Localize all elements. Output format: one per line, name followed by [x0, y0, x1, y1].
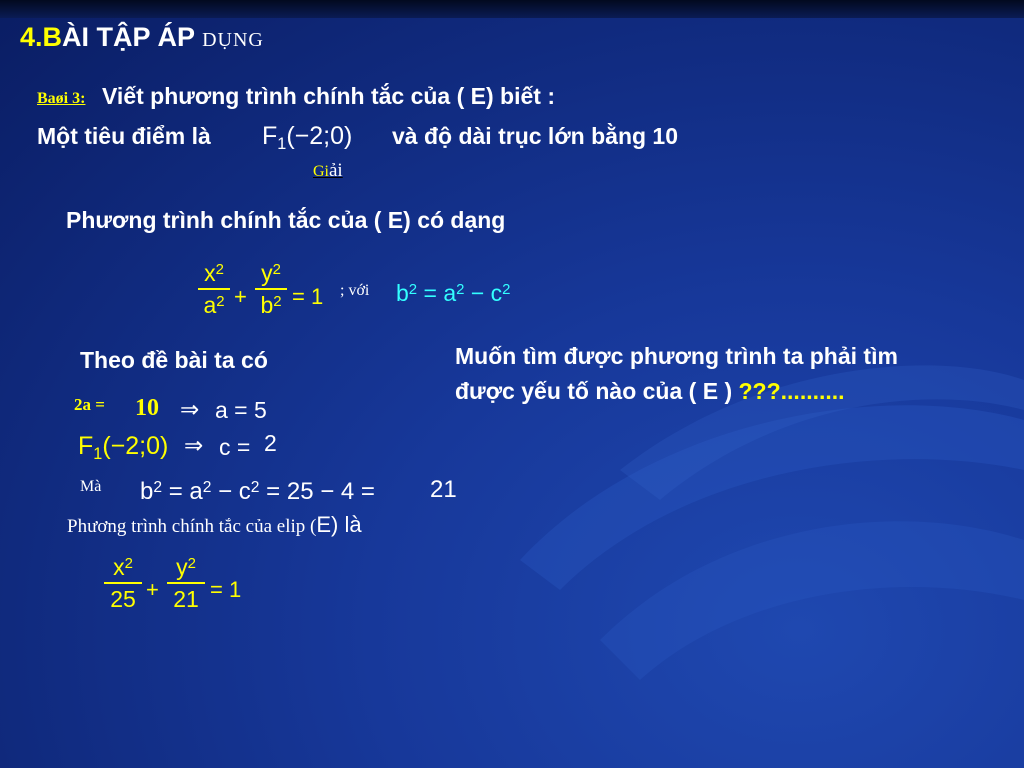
- focus-letter: F: [262, 122, 278, 150]
- step1-value: 10: [135, 395, 159, 421]
- final-plus: +: [146, 577, 159, 602]
- question-marks: ???..........: [738, 378, 845, 404]
- conclusion-text: Phương trình chính tắc của elip (E) là: [67, 512, 362, 537]
- step2-implies: ⇒: [184, 432, 204, 458]
- focus-sub: 1: [277, 134, 287, 153]
- step2-focus: $F_1(-2;0)$: [78, 432, 169, 463]
- step1-implies: ⇒: [180, 396, 200, 422]
- problem-line2: Một tiêu điểm là: [37, 123, 211, 149]
- title-prefix: 4.: [20, 22, 43, 52]
- final-fraction-x: $x^2$ 25: [104, 556, 142, 611]
- with-text: ; với: [340, 282, 370, 299]
- final-fraction-y: $y^2$ 21: [167, 556, 205, 611]
- equals-one: = 1: [292, 284, 324, 309]
- step2-result: c =: [219, 434, 251, 460]
- question-line1: Muốn tìm được phương trình ta phải tìm: [455, 343, 898, 369]
- problem-label: Baøi 3:: [37, 90, 86, 107]
- step1-label: 2a =: [74, 395, 105, 414]
- theo-de-text: Theo đề bài ta có: [80, 347, 268, 373]
- standard-form-text: Phương trình chính tắc của ( E) có dạng: [66, 207, 506, 233]
- solution-label: Giải: [313, 160, 343, 181]
- question-line2: được yếu tố nào của ( E ) ???..........: [455, 378, 845, 404]
- title-small-caps: DỤNG: [202, 29, 264, 51]
- step3-value: 21: [430, 476, 457, 503]
- final-equals-one: = 1: [210, 577, 242, 602]
- problem-line2-rest: và độ dài trục lớn bằng 10: [392, 123, 679, 149]
- title-rest: ÀI TẬP ÁP: [62, 22, 203, 52]
- fraction-y-over-b: $y^2$ $b^2$: [255, 262, 287, 317]
- plus-sign: +: [234, 284, 247, 309]
- focus-expression: [262, 122, 352, 151]
- ellipse-relation: $b^2 = a^2 - c^2$: [396, 280, 511, 306]
- step3-label: Mà: [80, 478, 102, 495]
- focus-coords: (−2;0): [286, 122, 353, 150]
- fraction-x-over-a: $x^2$ $a^2$: [198, 262, 230, 317]
- slide-title: [20, 22, 264, 53]
- step3-expression: $b^2 = a^2 - c^2 = 25 - 4$ =: [140, 478, 375, 505]
- step1-result: a = 5: [215, 397, 267, 423]
- title-initial: B: [42, 22, 63, 52]
- step2-value: 2: [264, 430, 277, 456]
- problem-statement: Viết phương trình chính tắc của ( E) biết :: [102, 83, 555, 109]
